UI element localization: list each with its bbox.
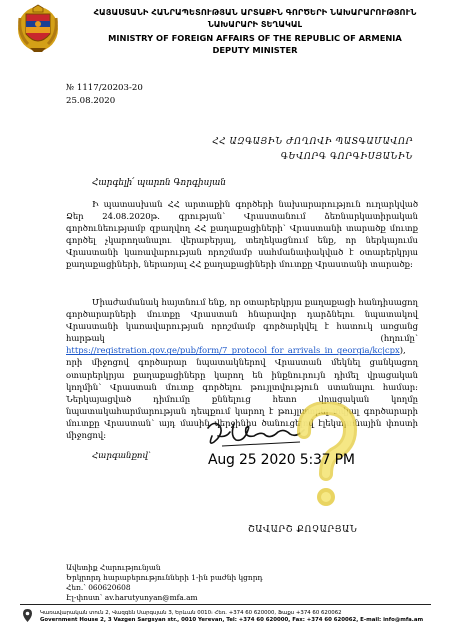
addressee-name: ԳԵՎՈՐԳ ԳՈՐԳԻՍՅԱՆԻՆ (280, 152, 413, 162)
location-pin-icon (20, 608, 35, 623)
addressee-title: ՀՀ ԱԶԳԱՅԻՆ ԺՈՂՈՎԻ ՊԱՏԳԱՄԱՎՈՐ (212, 137, 413, 147)
signer-name: ՇԱՎԱՐՇ ՔՈՉԱՐՅԱՆ (248, 525, 358, 535)
body-paragraph-1: Ի պատասխան ՀՀ արտաքին գործերի նախարարություն ուղարկված Ձեր 24.08.2020թ. գրության՝ Վրաստանում ձեռնարկատիրական գործունեությամբ զբաղվող ՀՀ քաղաքացիների՝ Վրաստանի տարածք մուտք գործել չկարողանալու վերաբերյալ, տեղեկացնում ենք, որ ներկայումս Վրաստանի կառավարության որոշմամբ սահմանափակված է օտարերկրյա քաղաքացիների, ներառյալ ՀՀ քաղաքացիների մուտքը Վրաստանի տարածք: (66, 199, 418, 270)
signature-timestamp: Aug 25 2020 5:37 PM (208, 452, 355, 468)
footer-address-english: Government House 2, 3 Vazgen Sargsyan str., 0010 Yerevan, Tel: +374 60 620000, Fax: +374 60 620062, E-mail: info@mfa.am (40, 617, 424, 623)
salutation: Հարգելի՛ պարոն Գորգիսյան (92, 178, 226, 188)
letter-date: 25.08.2020 (66, 96, 116, 106)
office-title-armenian: ՆԱԽԱՐԱՐԻ ՏԵՂԱԿԱԼ (207, 19, 303, 29)
body-paragraph-2-start: Միաժամանակ հայտնում ենք, որ օտարերկրյա քաղաքացի հանդիսացող գործարարների մուտքը Վրաստան հնարավոր դարձնելու նպատակով Վրաստանի կառավարության որոշմամբ գործարկվել է հատուկ առցանց հարթակ (հղումը՝ (66, 297, 418, 344)
footer-divider (20, 604, 431, 605)
contact-email: Էլ-փոստ՝ av.harutyunyan@mfa.am (66, 593, 198, 602)
closing-phrase: Հարգանքով՝ (92, 451, 152, 461)
registration-link[interactable]: https://registration.gov.ge/pub/form/7_protocol_for_arrivals_in_georgia/kcjcpx (66, 345, 400, 356)
ministry-name-english: MINISTRY OF FOREIGN AFFAIRS OF THE REPUBLIC OF ARMENIA (108, 33, 402, 43)
contact-position: Երկրորդ հարաբերությունների 1-ին բաժնի կցորդ (66, 573, 263, 582)
armenia-coat-of-arms-icon (16, 4, 60, 54)
ministry-name-armenian: ՀԱՅԱՍՏԱՆԻ ՀԱՆՐԱՊԵՏՈՒԹՅԱՆ ԱՐՏԱՔԻՆ ԳՈՐԾԵՐԻ ՆԱԽԱՐԱՐՈՒԹՅՈՒՆ (93, 7, 417, 17)
office-title-english: DEPUTY MINISTER (212, 45, 298, 55)
contact-phone: Հեռ.՝ 060620608 (66, 583, 131, 592)
contact-name: Ավետիք Հարությունյան (66, 563, 161, 572)
footer-address-armenian: Կառավարական տուն 2, Վազգեն Սարգսյան 3, Երևան 0010։ Հեռ. +374 60 620000, Ֆաքս +374 60 620062 (40, 610, 342, 616)
reference-number: № 1117/20203-20 (66, 83, 143, 93)
body-paragraph-2-end: ), որի միջոցով գործարար նպատակներով Վրաստան մեկնել ցանկացող օտարերկրյա քաղաքացիները կարող են ինքնուրույն դիմել վրացական կողմին՝ Վրաստան մուտք գործելու թույլտվություն ստանալու համար: Ներկայացված դիմումը քննելուց հետո վրացական կողմը նպատակահարմարության դեպքում կարող է թույլատրել տվյալ գործարարի մուտքը Վրաստան՝ այդ մասին վերջինիս ծանուցելով էլեկտրոնային փոստի միջոցով: (66, 345, 418, 441)
